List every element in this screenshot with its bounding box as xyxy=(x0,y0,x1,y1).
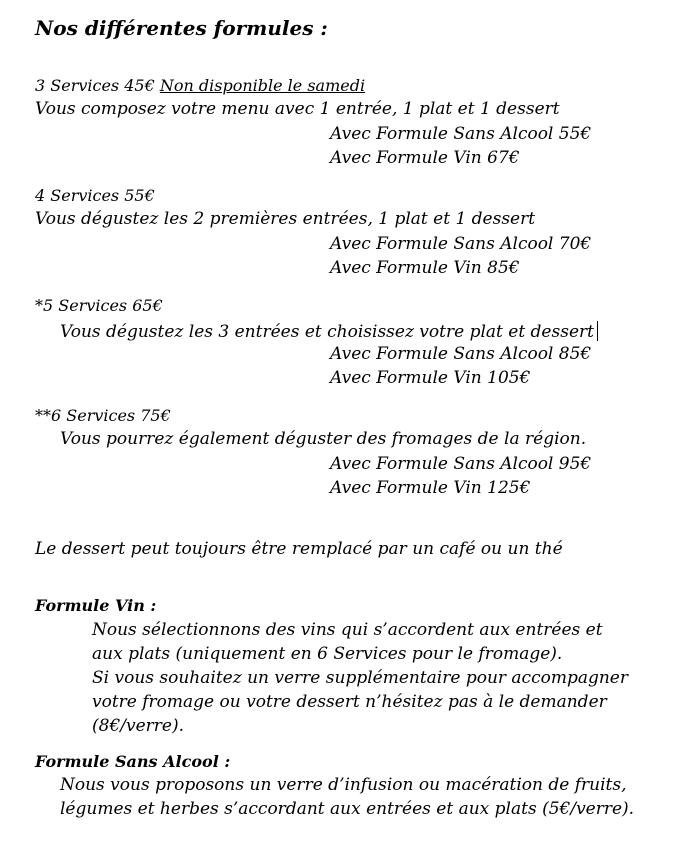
formula-option-sans-alcool: Avec Formule Sans Alcool 85€ xyxy=(330,344,592,364)
formule-vin-line: aux plats (uniquement en 6 Services pour le fromage). xyxy=(92,644,563,664)
formula-6-services-header: **6 Services 75€ xyxy=(35,406,171,425)
formula-description: Vous composez votre menu avec 1 entrée, 1 plat et 1 dessert xyxy=(35,99,560,119)
formula-price: 3 Services 45€ xyxy=(35,76,155,95)
formula-description-text: Vous dégustez les 3 entrées et choisissez votre plat et dessert xyxy=(60,322,594,342)
formula-5-services-header: *5 Services 65€ xyxy=(35,296,163,315)
formule-vin-line: votre fromage ou votre dessert n’hésitez pas à le demander xyxy=(92,692,607,712)
formula-option-sans-alcool: Avec Formule Sans Alcool 70€ xyxy=(330,234,592,254)
formula-option-sans-alcool: Avec Formule Sans Alcool 95€ xyxy=(330,454,592,474)
page-title: Nos différentes formules : xyxy=(35,16,328,40)
formule-vin-line: (8€/verre). xyxy=(92,716,185,736)
formule-sans-alcool-line: légumes et herbes s’accordant aux entrées et aux plats (5€/verre). xyxy=(60,799,635,819)
formula-description: Vous dégustez les 2 premières entrées, 1 plat et 1 dessert xyxy=(35,209,536,229)
formule-vin-heading: Formule Vin : xyxy=(35,596,157,615)
formule-sans-alcool-line: Nous vous proposons un verre d’infusion ou macération de fruits, xyxy=(60,775,627,795)
formula-4-services-header: 4 Services 55€ xyxy=(35,186,155,205)
formule-vin-line: Si vous souhaitez un verre supplémentaire pour accompagner xyxy=(92,668,628,688)
formula-3-services-header xyxy=(35,78,365,94)
dessert-note: Le dessert peut toujours être remplacé par un café ou un thé xyxy=(35,539,563,559)
formula-option-sans-alcool: Avec Formule Sans Alcool 55€ xyxy=(330,124,592,144)
formule-vin-line: Nous sélectionnons des vins qui s’accordent aux entrées et xyxy=(92,620,603,640)
formula-option-vin: Avec Formule Vin 67€ xyxy=(330,148,520,168)
text-cursor xyxy=(597,321,598,341)
formula-option-vin: Avec Formule Vin 125€ xyxy=(330,478,531,498)
formula-option-vin: Avec Formule Vin 105€ xyxy=(330,368,531,388)
formule-sans-alcool-heading: Formule Sans Alcool : xyxy=(35,752,231,771)
formula-option-vin: Avec Formule Vin 85€ xyxy=(330,258,520,278)
formula-note: Non disponible le samedi xyxy=(159,76,366,95)
formula-description xyxy=(60,321,598,341)
formula-description: Vous pourrez également déguster des fromages de la région. xyxy=(60,429,587,449)
